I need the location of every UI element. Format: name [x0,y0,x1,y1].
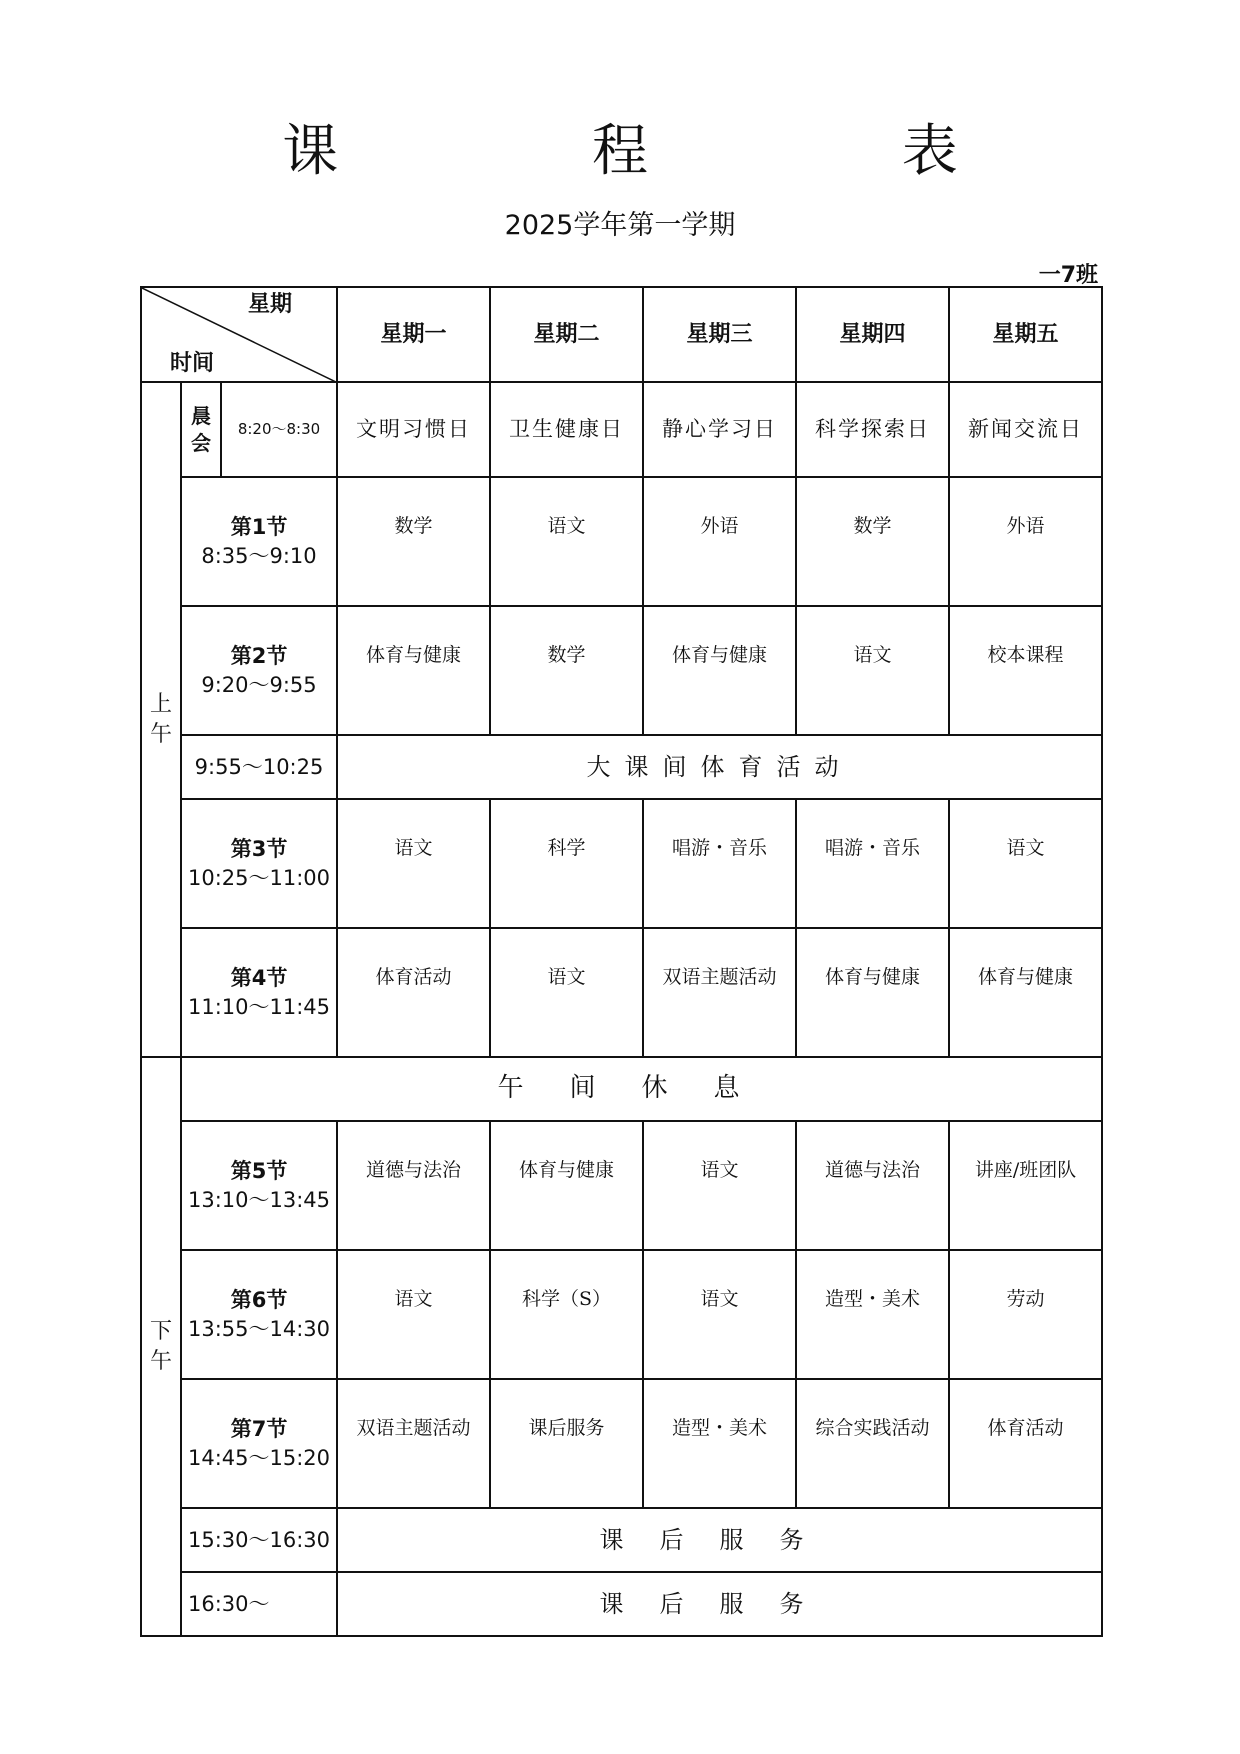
morning-meeting-row [141,382,1102,477]
schedule-cell: 新闻交流日 [949,382,1102,477]
after-school-label: 课后服务 [337,1508,1102,1572]
schedule-cell: 数学 [796,477,949,606]
period-row [141,606,1102,735]
day-header-tue: 星期二 [490,287,643,382]
schedule-cell: 科学探索日 [796,382,949,477]
day-header-mon: 星期一 [337,287,490,382]
big-break-label: 大课间体育活动 [337,735,1102,799]
schedule-cell: 唱游・音乐 [796,799,949,928]
day-header-thu: 星期四 [796,287,949,382]
schedule-cell: 语文 [337,799,490,928]
period-label: 第6节 13:55～14:30 [181,1250,337,1379]
day-header-fri: 星期五 [949,287,1102,382]
after-school-label: 课后服务 [337,1572,1102,1636]
period-row [141,1121,1102,1250]
schedule-cell: 文明习惯日 [337,382,490,477]
schedule-cell: 语文 [949,799,1102,928]
schedule-cell: 造型・美术 [796,1250,949,1379]
period-row [141,928,1102,1057]
after-school-row [141,1572,1102,1636]
period-row [141,477,1102,606]
schedule-cell: 体育活动 [949,1379,1102,1508]
schedule-cell: 体育与健康 [949,928,1102,1057]
schedule-cell: 课后服务 [490,1379,643,1508]
period-label: 第7节 14:45～15:20 [181,1379,337,1508]
big-break-time: 9:55～10:25 [181,735,337,799]
period-label: 第2节 9:20～9:55 [181,606,337,735]
morning-section-label: 上 午 [141,382,181,1057]
schedule-cell: 科学（S） [490,1250,643,1379]
schedule-cell: 语文 [490,477,643,606]
page-title: 课 程 表 [282,119,1076,184]
big-break-row [141,735,1102,799]
schedule-cell: 劳动 [949,1250,1102,1379]
period-row [141,799,1102,928]
period-row [141,1250,1102,1379]
after-school-time: 16:30～ [181,1572,337,1636]
morning-meeting-label: 晨 会 [181,382,221,477]
schedule-cell: 语文 [796,606,949,735]
schedule-cell: 语文 [643,1250,796,1379]
corner-week-label: 星期 [248,292,293,317]
period-row [141,1379,1102,1508]
day-header-wed: 星期三 [643,287,796,382]
corner-header-cell [141,287,337,382]
schedule-cell: 道德与法治 [337,1121,490,1250]
schedule-cell: 双语主题活动 [643,928,796,1057]
schedule-cell: 体育与健康 [337,606,490,735]
lunch-break-label: 午间休息 [181,1057,1102,1121]
header-row [141,287,1102,382]
schedule-cell: 体育与健康 [796,928,949,1057]
schedule-cell: 卫生健康日 [490,382,643,477]
schedule-cell: 静心学习日 [643,382,796,477]
afternoon-section-label: 下 午 [141,1057,181,1636]
schedule-cell: 双语主题活动 [337,1379,490,1508]
schedule-cell: 体育与健康 [643,606,796,735]
period-label: 第4节 11:10～11:45 [181,928,337,1057]
schedule-cell: 造型・美术 [643,1379,796,1508]
semester-subtitle: 2025学年第一学期 [504,210,736,241]
schedule-cell: 语文 [337,1250,490,1379]
morning-meeting-time: 8:20～8:30 [221,382,337,477]
corner-time-label: 时间 [170,351,215,377]
schedule-cell: 道德与法治 [796,1121,949,1250]
schedule-cell: 语文 [490,928,643,1057]
timetable [140,286,1103,1637]
class-label: 一7班 [1038,263,1098,288]
schedule-cell: 综合实践活动 [796,1379,949,1508]
schedule-cell: 科学 [490,799,643,928]
schedule-cell: 校本课程 [949,606,1102,735]
lunch-break-row [141,1057,1102,1121]
period-label: 第5节 13:10～13:45 [181,1121,337,1250]
schedule-cell: 体育活动 [337,928,490,1057]
schedule-cell: 数学 [490,606,643,735]
schedule-cell: 唱游・音乐 [643,799,796,928]
schedule-cell: 讲座/班团队 [949,1121,1102,1250]
schedule-cell: 体育与健康 [490,1121,643,1250]
period-label: 第1节 8:35～9:10 [181,477,337,606]
period-label: 第3节 10:25～11:00 [181,799,337,928]
after-school-row [141,1508,1102,1572]
schedule-cell: 语文 [643,1121,796,1250]
schedule-cell: 外语 [643,477,796,606]
schedule-cell: 数学 [337,477,490,606]
after-school-time: 15:30～16:30 [181,1508,337,1572]
schedule-cell: 外语 [949,477,1102,606]
